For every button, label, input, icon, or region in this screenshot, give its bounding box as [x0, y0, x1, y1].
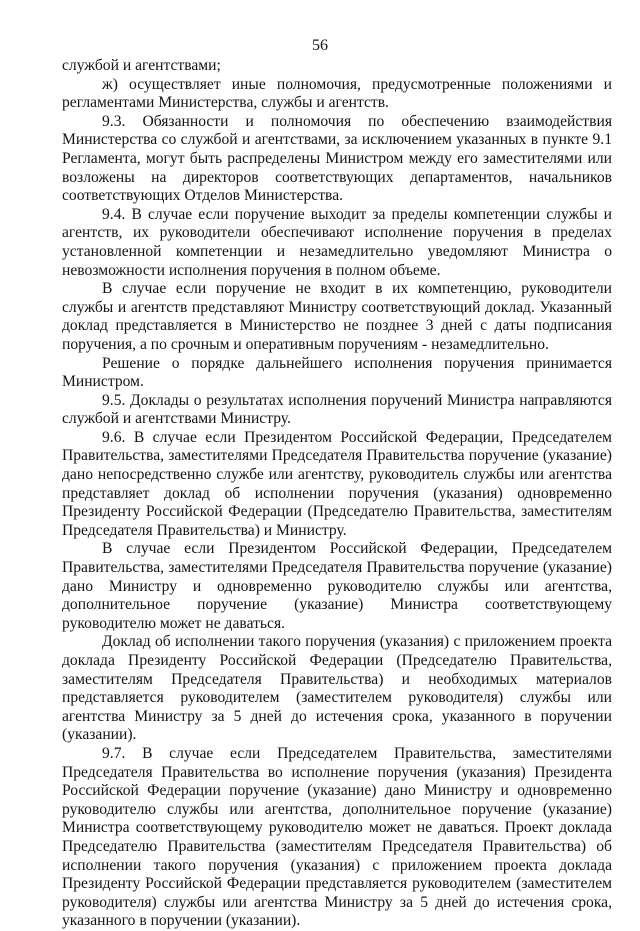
paragraph-item-zh: ж) осуществляет иные полномочия, предусмотренные положениями и регламентами Министерства, службы и агентств. — [62, 75, 612, 112]
paragraph-9-3: 9.3. Обязанности и полномочия по обеспечению взаимодействия Министерства со службой и агентствами, за исключением указанных в пункте 9.1 Регламента, могут быть распределены Министром между его заместителями или возложены на директоров соответствующих департаментов, начальников соответствующих Отделов Министерства. — [62, 112, 612, 205]
paragraph-9-7: 9.7. В случае если Председателем Правительства, заместителями Председателя Правительства во исполнение поручения (указания) Президента Российской Федерации поручение (указание) дано Министру и одновременно руководителю службы или агентства, дополнительное поручение (указание) Министра соответствующему руководителю может не даваться. Проект доклада Председателю Правительства (заместителям Председателя Правительства) об исполнении такого поручения (указания) с приложением проекта доклада Президенту Российской Федерации представляется руководителем (заместителем руководителя) службы или агентства Министру за 5 дней до истечения срока, указанного в поручении (указании). — [62, 744, 612, 930]
page-number: 56 — [312, 37, 328, 54]
paragraph-9-4-decision: Решение о порядке дальнейшего исполнения поручения принимается Министром. — [62, 354, 612, 391]
paragraph-9-6-report: Доклад об исполнении такого поручения (указания) с приложением проекта доклада Президенту Российской Федерации (Председателю Правительства, заместителям Председателя Правительства) и необходимых материалов представляется руководителем (заместителем руководителя) службы или агентства Министру за 5 дней до истечения срока, указанного в поручении (указании). — [62, 633, 612, 744]
paragraph-9-4: 9.4. В случае если поручение выходит за пределы компетенции службы и агентств, их руководители обеспечивают исполнение поручения в пределах установленной компетенции и незамедлительно уведомляют Министра о невозможности исполнения поручения в полном объеме. — [62, 205, 612, 279]
document-body — [62, 57, 612, 931]
paragraph-9-6: 9.6. В случае если Президентом Российской Федерации, Председателем Правительства, заместителями Председателя Правительства поручение (указание) дано непосредственно службе или агентству, руководитель службы или агентства представляет доклад об исполнении поручения (указания) одновременно Президенту Российской Федерации (Председателю Правительства, заместителям Председателя Правительства) и Министру. — [62, 428, 612, 539]
paragraph-continuation: службой и агентствами; — [62, 57, 221, 74]
paragraph-9-5: 9.5. Доклады о результатах исполнения поручений Министра направляются службой и агентствами Министру. — [62, 391, 612, 428]
paragraph-9-4-report: В случае если поручение не входит в их компетенцию, руководители службы и агентств представляют Министру соответствующий доклад. Указанный доклад представляется в Министерство не позднее 3 дней с даты подписания поручения, а по срочным и оперативным поручениям - незамедлительно. — [62, 280, 612, 353]
paragraph-9-6-joint-order: В случае если Президентом Российской Федерации, Председателем Правительства, заместителями Председателя Правительства поручение (указание) дано Министру и одновременно руководителю службы или агентства, дополнительное поручение (указание) Министра соответствующему руководителю может не даваться. — [62, 540, 612, 632]
